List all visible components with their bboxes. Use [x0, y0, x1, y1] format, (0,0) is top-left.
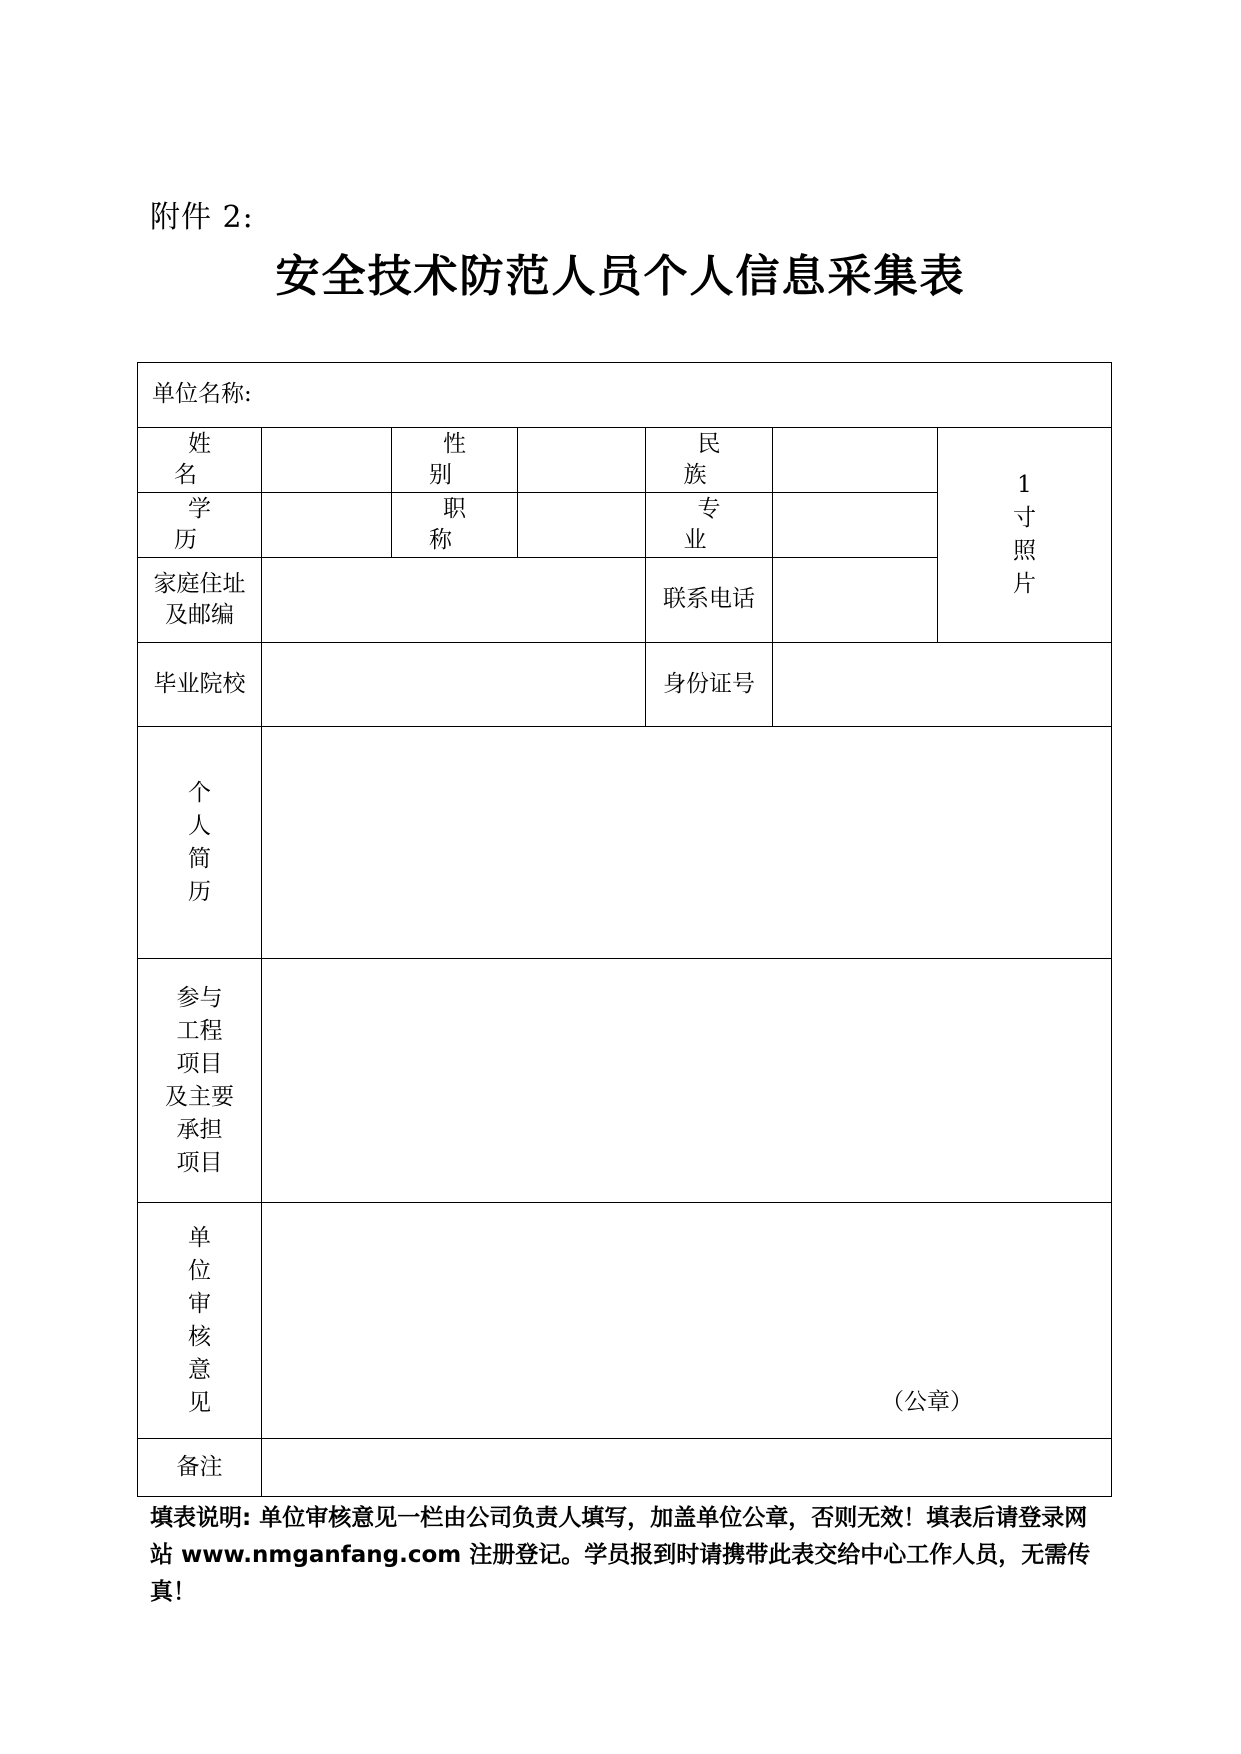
id-number-field[interactable] [773, 643, 1112, 727]
name-label: 姓名 [138, 428, 262, 493]
job-title-field[interactable] [518, 493, 646, 558]
education-label: 学历 [138, 493, 262, 558]
remarks-label: 备注 [138, 1439, 262, 1497]
ethnicity-field[interactable] [773, 428, 938, 493]
gender-field[interactable] [518, 428, 646, 493]
phone-label: 联系电话 [646, 558, 773, 643]
address-field[interactable] [262, 558, 646, 643]
address-label: 家庭住址 及邮编 [138, 558, 262, 643]
info-form-table [137, 362, 1112, 1497]
review-label: 单 位 审 核 意 见 [138, 1203, 262, 1439]
annex-label: 附件 2: [150, 200, 254, 235]
job-title-label: 职称 [392, 493, 518, 558]
school-label: 毕业院校 [138, 643, 262, 727]
gender-label: 性别 [392, 428, 518, 493]
school-field[interactable] [262, 643, 646, 727]
photo-box: 1 寸 照 片 [938, 428, 1112, 643]
remarks-field[interactable] [262, 1439, 1112, 1497]
review-field[interactable] [262, 1203, 1112, 1439]
resume-label: 个 人 简 历 [138, 727, 262, 959]
form-title: 安全技术防范人员个人信息采集表 [275, 251, 966, 302]
unit-name-label: 单位名称: [138, 363, 1112, 428]
phone-field[interactable] [773, 558, 938, 643]
projects-field[interactable] [262, 959, 1112, 1203]
projects-label: 参与 工程 项目 及主要 承担 项目 [138, 959, 262, 1203]
major-label: 专业 [646, 493, 773, 558]
name-field[interactable] [262, 428, 392, 493]
resume-field[interactable] [262, 727, 1112, 959]
seal-label: （公章） [881, 1388, 974, 1415]
education-field[interactable] [262, 493, 392, 558]
id-number-label: 身份证号 [646, 643, 773, 727]
ethnicity-label: 民族 [646, 428, 773, 493]
instructions-note: 填表说明: 单位审核意见一栏由公司负责人填写，加盖单位公章，否则无效！填表后请登录网站 www.nmganfang.com 注册登记。学员报到时请携带此表交给中心工作人员，无需传真！ [150, 1505, 1091, 1605]
major-field[interactable] [773, 493, 938, 558]
